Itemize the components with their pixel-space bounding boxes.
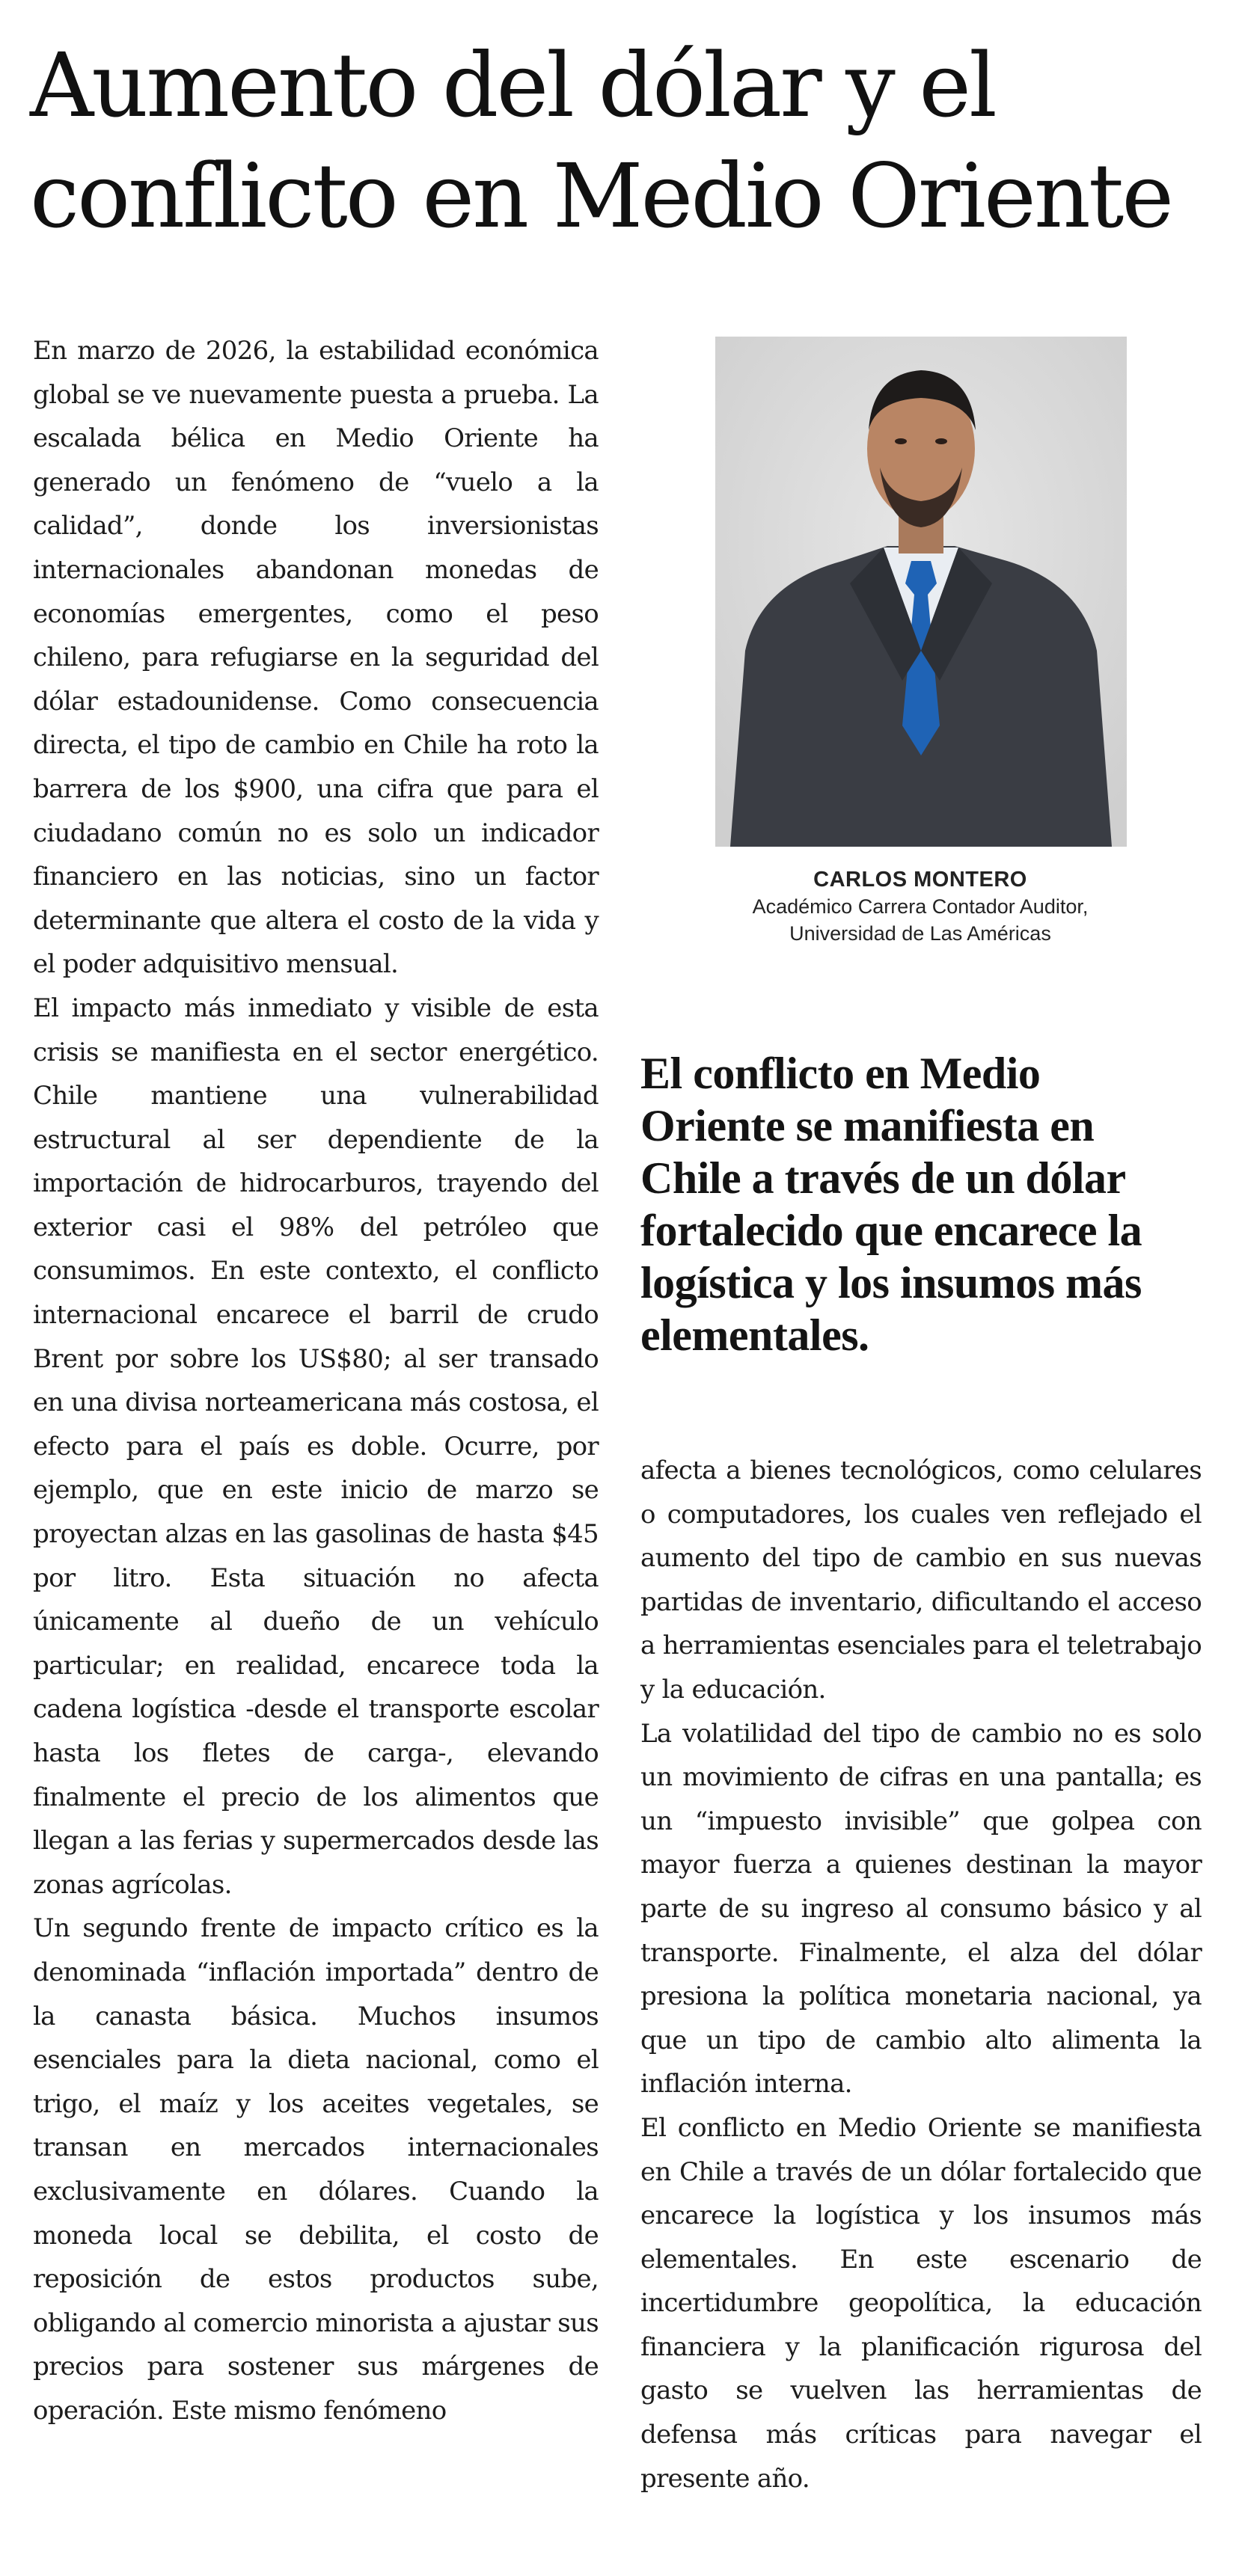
pull-quote: El conflicto en Medio Oriente se manifiesta en Chile a través de un dólar fortalecido que encarece la logística y los insumos más elementales. — [640, 1049, 1142, 1360]
paragraph: afecta a bienes tecnológicos, como celulares o computadores, los cuales ven reflejado el aumento del tipo de cambio en sus nuevas partidas de inventario, dificultando el acceso a herramientas esenciales para el teletrabajo y la educación. — [640, 1456, 1202, 1705]
article-headline — [30, 30, 1197, 251]
paragraph: La volatilidad del tipo de cambio no es solo un movimiento de cifras en una pantalla; es un “impuesto invisible” que golpea con mayor fuerza a quienes destinan la mayor parte de su ingreso al consumo básico y al transporte. Finalmente, el alza del dólar presiona la política monetaria nacional, ya que un tipo de cambio alto alimenta la inflación interna. — [640, 1718, 1202, 2100]
author-caption — [673, 866, 1167, 947]
headline-line-1: Aumento del dólar y el — [30, 34, 995, 137]
paragraph: Un segundo frente de impacto crítico es la denominada “inflación importada” dentro de la canasta básica. Muchos insumos esenciales para la dieta nacional, como el trigo, el maíz y los aceites vegetales, se transan en mercados internacionales exclusivamente en dólares. Cuando la moneda local se debilita, el costo de reposición de estos productos sube, obligando al comercio minorista a ajustar sus precios para sostener sus márgenes de operación. Este mismo fenómeno — [33, 1913, 599, 2426]
author-name: CARLOS MONTERO — [813, 868, 1027, 892]
body-column-right — [640, 1449, 1202, 2533]
paragraph: El impacto más inmediato y visible de esta crisis se manifiesta en el sector energético. Chile mantiene una vulnerabilidad estructural al ser dependiente de la importación de hidrocarburos, trayendo del exterior casi el 98% del petróleo que consumimos. En este contexto, el conflicto internacional encarece el barril de crudo Brent por sobre los US$80; al ser transado en una divisa norteamericana más costosa, el efecto para el país es doble. Ocurre, por ejemplo, que en este inicio de marzo se proyectan alzas en las gasolinas de hasta $45 por litro. Esta situación no afecta únicamente al dueño de un vehículo particular; en realidad, encarece toda la cadena logística -desde el transporte escolar hasta los fletes de carga-, elevando finalmente el precio de los alimentos que llegan a las ferias y supermercados desde las zonas agrícolas. — [33, 993, 599, 1900]
author-photo — [715, 337, 1127, 847]
author-portrait-image — [715, 337, 1127, 847]
headline-line-2: conflicto en Medio Oriente — [30, 144, 1172, 248]
paragraph: El conflicto en Medio Oriente se manifiesta en Chile a través de un dólar fortalecido que encarece la logística y los insumos más elementales. En este escenario de incertidumbre geopolítica, la educación financiera y la planificación rigurosa del gasto se vuelven las herramientas de defensa más críticas para navegar el presente año. — [640, 2112, 1202, 2494]
body-column-left — [33, 329, 599, 2536]
author-role-line-1: Académico Carrera Contador Auditor, — [752, 895, 1089, 918]
author-role-line-2: Universidad de Las Américas — [789, 922, 1051, 945]
paragraph: En marzo de 2026, la estabilidad económica global se ve nuevamente puesta a prueba. La escalada bélica en Medio Oriente ha generado un fenómeno de “vuelo a la calidad”, donde los inversionistas internacionales abandonan monedas de economías emergentes, como el peso chileno, para refugiarse en la seguridad del dólar estadounidense. Como consecuencia directa, el tipo de cambio en Chile ha roto la barrera de los $900, una cifra que para el ciudadano común no es solo un indicador financiero en las noticias, sino un factor determinante que altera el costo de la vida y el poder adquisitivo mensual. — [33, 336, 599, 980]
